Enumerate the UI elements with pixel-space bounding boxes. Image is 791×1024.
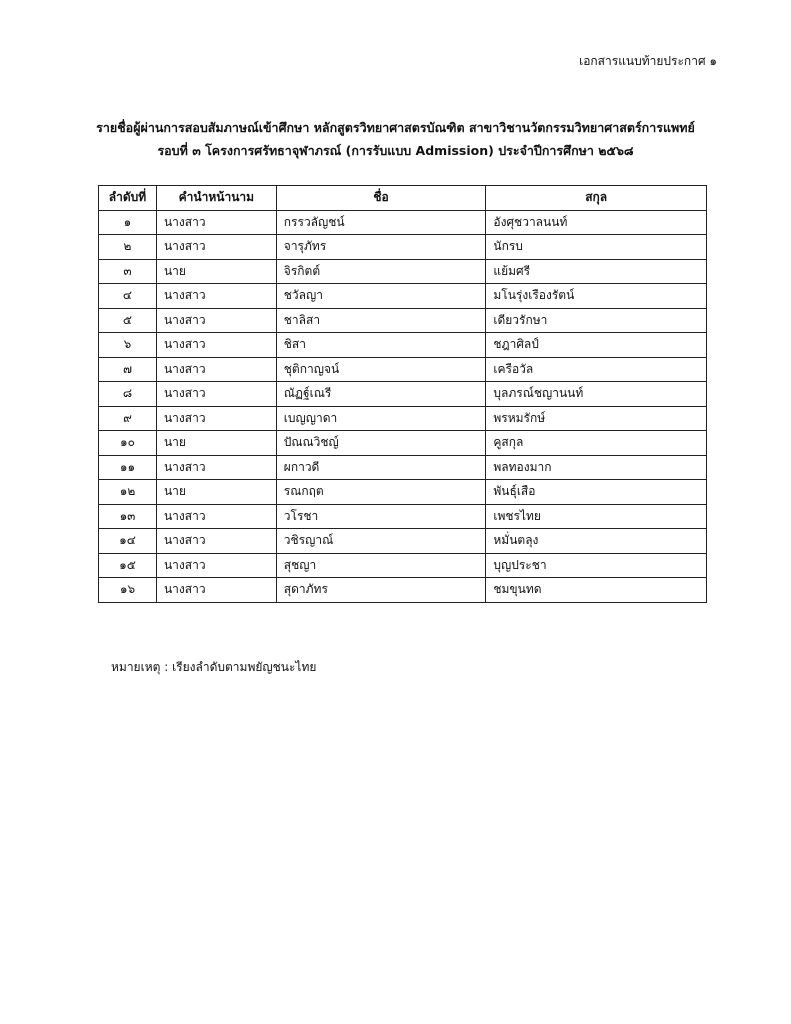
cell-last-name: พรหมรักษ์ bbox=[486, 406, 707, 431]
cell-first-name: จิรกิตต์ bbox=[276, 259, 486, 284]
cell-last-name: นักรบ bbox=[486, 235, 707, 260]
cell-last-name: แย้มศรี bbox=[486, 259, 707, 284]
cell-first-name: ชวัลญา bbox=[276, 284, 486, 309]
cell-last-name: ชมขุนทด bbox=[486, 578, 707, 603]
table-row bbox=[99, 455, 707, 480]
cell-prefix: นางสาว bbox=[156, 382, 276, 407]
cell-first-name: วชิรญาณ์ bbox=[276, 529, 486, 554]
cell-order: ๑๓ bbox=[99, 504, 157, 529]
cell-order: ๙ bbox=[99, 406, 157, 431]
cell-first-name: ปัณณวิชญ์ bbox=[276, 431, 486, 456]
cell-order: ๗ bbox=[99, 357, 157, 382]
table-row bbox=[99, 578, 707, 603]
header-last-name: สกุล bbox=[486, 186, 707, 211]
cell-first-name: สุชญา bbox=[276, 553, 486, 578]
cell-order: ๖ bbox=[99, 333, 157, 358]
cell-last-name: คูสกุล bbox=[486, 431, 707, 456]
cell-last-name: มโนรุ่งเรืองรัตน์ bbox=[486, 284, 707, 309]
cell-last-name: บุลภรณ์ชญานนท์ bbox=[486, 382, 707, 407]
cell-prefix: นางสาว bbox=[156, 284, 276, 309]
cell-last-name: หมั่นตลุง bbox=[486, 529, 707, 554]
cell-first-name: ชาลิสา bbox=[276, 308, 486, 333]
cell-first-name: สุดาภัทร bbox=[276, 578, 486, 603]
cell-last-name: ชฎาศิลป์ bbox=[486, 333, 707, 358]
table-row bbox=[99, 259, 707, 284]
cell-order: ๘ bbox=[99, 382, 157, 407]
table-row bbox=[99, 431, 707, 456]
cell-last-name: เพชรไทย bbox=[486, 504, 707, 529]
table-header-row bbox=[99, 186, 707, 211]
table-row bbox=[99, 284, 707, 309]
cell-order: ๑๒ bbox=[99, 480, 157, 505]
cell-first-name: ชุติกาญจน์ bbox=[276, 357, 486, 382]
cell-prefix: นางสาว bbox=[156, 406, 276, 431]
cell-prefix: นางสาว bbox=[156, 455, 276, 480]
cell-order: ๑๖ bbox=[99, 578, 157, 603]
cell-first-name: ณัฏฐ์เณรี bbox=[276, 382, 486, 407]
names-table bbox=[98, 185, 707, 603]
cell-order: ๕ bbox=[99, 308, 157, 333]
cell-order: ๓ bbox=[99, 259, 157, 284]
table-row bbox=[99, 210, 707, 235]
cell-order: ๑๑ bbox=[99, 455, 157, 480]
cell-order: ๑๔ bbox=[99, 529, 157, 554]
cell-first-name: กรรวลัญชน์ bbox=[276, 210, 486, 235]
table-row bbox=[99, 333, 707, 358]
table-row bbox=[99, 480, 707, 505]
cell-prefix: นางสาว bbox=[156, 578, 276, 603]
header-order: ลำดับที่ bbox=[99, 186, 157, 211]
table-row bbox=[99, 406, 707, 431]
header-prefix: คำนำหน้านาม bbox=[156, 186, 276, 211]
cell-first-name: รณกฤต bbox=[276, 480, 486, 505]
cell-prefix: นาย bbox=[156, 431, 276, 456]
title-line-1: รายชื่อผู้ผ่านการสอบสัมภาษณ์เข้าศึกษา หลักสูตรวิทยาศาสตรบัณฑิต สาขาวิชานวัตกรรมวิทยาศาสตร์การแพทย์ bbox=[96, 120, 695, 135]
cell-prefix: นางสาว bbox=[156, 333, 276, 358]
cell-last-name: เครือวัล bbox=[486, 357, 707, 382]
footnote: หมายเหตุ : เรียงลำดับตามพยัญชนะไทย bbox=[111, 660, 317, 674]
cell-prefix: นางสาว bbox=[156, 235, 276, 260]
cell-first-name: เบญญาดา bbox=[276, 406, 486, 431]
cell-first-name: ชิสา bbox=[276, 333, 486, 358]
table-row bbox=[99, 529, 707, 554]
cell-order: ๒ bbox=[99, 235, 157, 260]
cell-last-name: พันธุ์เสือ bbox=[486, 480, 707, 505]
cell-order: ๑ bbox=[99, 210, 157, 235]
table-row bbox=[99, 504, 707, 529]
cell-prefix: นางสาว bbox=[156, 504, 276, 529]
title-line-2: รอบที่ ๓ โครงการศรัทธาจุฬาภรณ์ (การรับแบบ Admission) ประจำปีการศึกษา ๒๕๖๘ bbox=[157, 143, 634, 158]
table-row bbox=[99, 235, 707, 260]
cell-prefix: นาย bbox=[156, 480, 276, 505]
cell-prefix: นางสาว bbox=[156, 308, 276, 333]
table-row bbox=[99, 357, 707, 382]
header-first-name: ชื่อ bbox=[276, 186, 486, 211]
cell-last-name: พลทองมาก bbox=[486, 455, 707, 480]
cell-last-name: บุญประชา bbox=[486, 553, 707, 578]
cell-prefix: นาย bbox=[156, 259, 276, 284]
cell-order: ๑๐ bbox=[99, 431, 157, 456]
cell-order: ๔ bbox=[99, 284, 157, 309]
document-title bbox=[0, 116, 791, 162]
table-row bbox=[99, 382, 707, 407]
cell-prefix: นางสาว bbox=[156, 210, 276, 235]
cell-first-name: จารุภัทร bbox=[276, 235, 486, 260]
table-row bbox=[99, 553, 707, 578]
table-row bbox=[99, 308, 707, 333]
attachment-label: เอกสารแนบท้ายประกาศ ๑ bbox=[579, 54, 717, 68]
cell-prefix: นางสาว bbox=[156, 529, 276, 554]
cell-order: ๑๕ bbox=[99, 553, 157, 578]
cell-prefix: นางสาว bbox=[156, 553, 276, 578]
cell-last-name: อังศุชวาลนนท์ bbox=[486, 210, 707, 235]
cell-prefix: นางสาว bbox=[156, 357, 276, 382]
cell-first-name: วโรชา bbox=[276, 504, 486, 529]
cell-first-name: ผกาวดี bbox=[276, 455, 486, 480]
cell-last-name: เดียวรักษา bbox=[486, 308, 707, 333]
